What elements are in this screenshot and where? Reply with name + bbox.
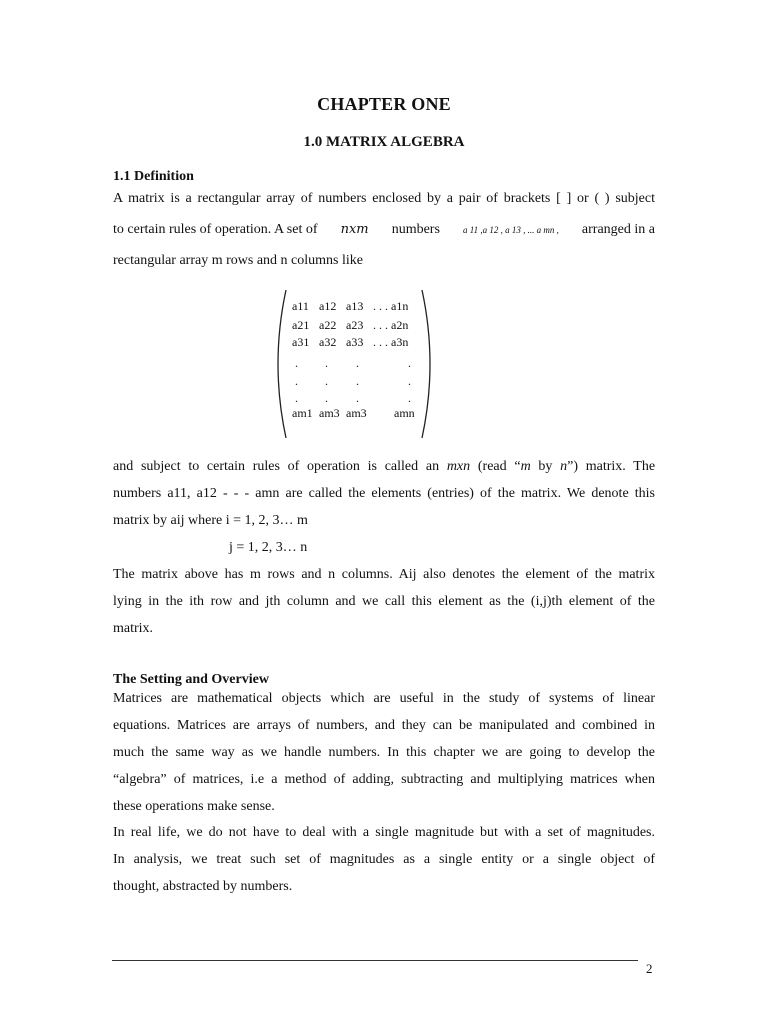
matrix-ellipsis: . bbox=[325, 356, 328, 370]
matrix-cell: a22 bbox=[319, 318, 337, 332]
overview-line: Matrices are mathematical objects which are useful in the study of systems of linear bbox=[113, 691, 655, 706]
overview-line: much the same way as we handle numbers. In this chapter we are going to develop the bbox=[113, 745, 655, 760]
matrix-cell: am3 bbox=[346, 406, 367, 420]
mxn-term: mxn bbox=[446, 459, 471, 474]
matrix-ellipsis: . bbox=[356, 374, 359, 388]
def-text-a: to certain rules of operation. A set of bbox=[113, 222, 318, 237]
matrix-cell: am1 bbox=[292, 406, 313, 420]
matrix-cell: a11 bbox=[292, 299, 309, 313]
matrix-ellipsis: . bbox=[325, 391, 328, 405]
footer-rule bbox=[112, 960, 638, 961]
def-text-b: numbers bbox=[391, 222, 440, 237]
matrix-row-3 bbox=[292, 335, 408, 350]
after-matrix-line-5: The matrix above has m rows and n columns. Aij also denotes the element of the matrix bbox=[113, 567, 655, 582]
after-matrix-line-1 bbox=[113, 458, 655, 476]
matrix-cell: a23 bbox=[346, 318, 364, 332]
after-matrix-line-3: matrix by aij where i = 1, 2, 3… m bbox=[113, 513, 308, 528]
m-term: m bbox=[520, 459, 531, 474]
matrix-ellipsis: . bbox=[295, 356, 298, 370]
matrix-ellipsis: . bbox=[325, 374, 328, 388]
overview-line: In real life, we do not have to deal with a single magnitude but with a set of magnitudes. bbox=[113, 825, 655, 840]
matrix-cell: a21 bbox=[292, 318, 310, 332]
overview-line: thought, abstracted by numbers. bbox=[113, 879, 293, 894]
chapter-title: CHAPTER ONE bbox=[317, 94, 451, 114]
matrix-ellipsis: . bbox=[408, 391, 411, 405]
matrix-cell: a13 bbox=[346, 299, 364, 313]
matrix-figure bbox=[270, 286, 438, 442]
definition-line-3: rectangular array m rows and n columns like bbox=[113, 253, 363, 268]
text-run: by bbox=[530, 459, 561, 474]
text-run: and subject to certain rules of operation is called an bbox=[113, 459, 440, 474]
elements-list: a 11 ,a 12 , a 13 , ... a mn , bbox=[462, 225, 559, 235]
definition-heading: 1.1 Definition bbox=[113, 169, 194, 184]
section-title: 1.0 MATRIX ALGEBRA bbox=[303, 134, 465, 150]
after-matrix-line-7: matrix. bbox=[113, 621, 154, 636]
after-matrix-line-6: lying in the ith row and jth column and we call this element as the (i,j)th element of the bbox=[113, 594, 655, 609]
overview-line: equations. Matrices are arrays of numbers, and they can be manipulated and combined in bbox=[113, 718, 655, 733]
matrix-ellipsis: . bbox=[408, 374, 411, 388]
n-term: n bbox=[560, 459, 568, 474]
overview-line: In analysis, we treat such set of magnitudes as a single entity or a single object of bbox=[113, 852, 655, 867]
matrix-ellipsis: . bbox=[356, 391, 359, 405]
matrix-ellipsis: . bbox=[295, 391, 298, 405]
overview-line: “algebra” of matrices, i.e a method of adding, subtracting and multiplying matrices when bbox=[113, 772, 655, 787]
matrix-row-m bbox=[292, 406, 415, 421]
matrix-cell: . . . a2n bbox=[373, 318, 409, 332]
matrix-row-1 bbox=[292, 299, 408, 314]
matrix-ellipsis: . bbox=[408, 356, 411, 370]
after-matrix-line-2: numbers a11, a12 - - - amn are called the elements (entries) of the matrix. We denote this bbox=[113, 486, 655, 501]
overview-line: these operations make sense. bbox=[113, 799, 275, 814]
matrix-cell: am3 bbox=[319, 406, 340, 420]
matrix-cell: amn bbox=[394, 406, 415, 420]
matrix-cell: . . . a3n bbox=[373, 335, 409, 349]
matrix-ellipsis: . bbox=[295, 374, 298, 388]
text-run: ”) matrix. The bbox=[567, 459, 656, 474]
matrix-cell: a31 bbox=[292, 335, 310, 349]
definition-line-1: A matrix is a rectangular array of numbers enclosed by a pair of brackets [ ] or ( ) subject bbox=[113, 191, 655, 206]
matrix-cell: a32 bbox=[319, 335, 337, 349]
matrix-ellipsis: . bbox=[356, 356, 359, 370]
matrix-row-2 bbox=[292, 318, 408, 333]
nxm-term: nxm bbox=[340, 222, 369, 237]
overview-heading: The Setting and Overview bbox=[113, 672, 269, 687]
matrix-cell: a12 bbox=[319, 299, 337, 313]
def-text-c: arranged in a bbox=[581, 222, 655, 237]
text-run: (read “ bbox=[477, 459, 521, 474]
matrix-cell: . . . a1n bbox=[373, 299, 409, 313]
matrix-cell: a33 bbox=[346, 335, 364, 349]
page-number: 2 bbox=[646, 961, 653, 976]
definition-line-2 bbox=[113, 221, 655, 239]
after-matrix-line-4: j = 1, 2, 3… n bbox=[229, 540, 308, 555]
